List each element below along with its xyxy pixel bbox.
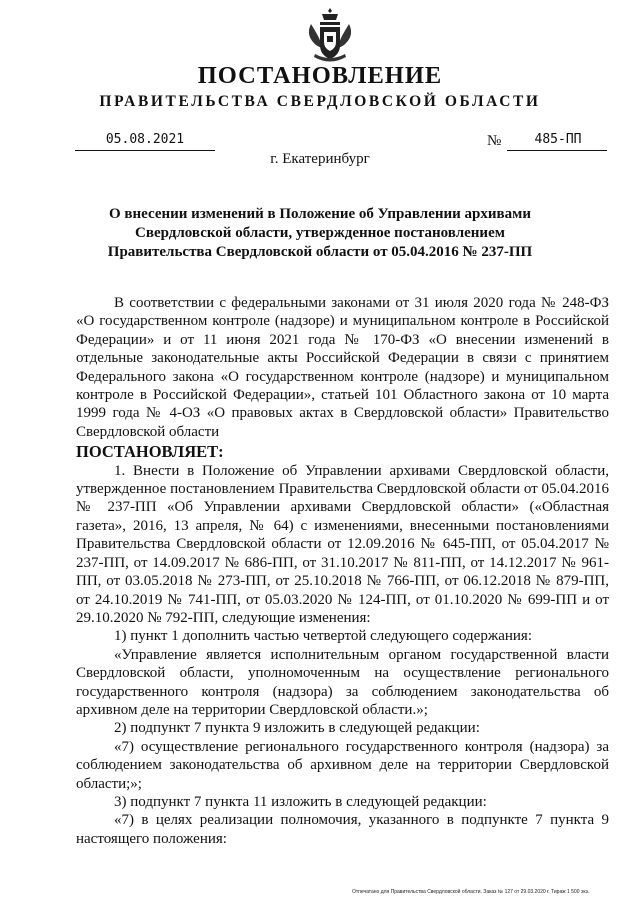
subitem-2-quote: «7) осуществление регионального государственного контроля (надзора) за соблюдением законодательства об архивном деле на территории Свердловской области;»; (76, 738, 609, 792)
subitem-1-paragraph: 1) пункт 1 дополнить частью четвертой следующего содержания: (114, 628, 532, 645)
document-date: 05.08.2021 (105, 132, 185, 147)
subitem-3-quote: «7) в целях реализации полномочия, указанного в подпункте 7 пункта 9 настоящего положения: (76, 812, 609, 847)
number-label: № (487, 133, 502, 149)
city: г. Екатеринбург (270, 151, 370, 167)
decree-label: ПОСТАНОВЛЯЕТ: (76, 442, 224, 462)
subitem-1-quote: «Управление является исполнительным органом государственной власти Свердловской области, уполномоченным на осуществление регионального государственного контроля (надзора) за соблюдением законодательства об архивном деле на территории Свердловской области.»; (76, 646, 609, 718)
document-subtitle: ПРАВИТЕЛЬСТВА СВЕРДЛОВСКОЙ ОБЛАСТИ (99, 93, 541, 110)
document-number: 485-ПП (534, 132, 582, 147)
subitem-3-paragraph: 3) подпункт 7 пункта 11 изложить в следующей редакции: (114, 793, 487, 810)
item-1-paragraph: 1. Внести в Положение об Управлении архивами Свердловской области, утвержденное постановлением Правительства Свердловской области от 05.04.2016 № 237-ПП «Об Управлении архивами Свердловской области» («Областная газета», 2016, 13 апреля, № 64) с изменениями, внесенными постановлениями Правительства Свердловской области от 12.09.2016 № 645-ПП, от 05.04.2017 № 237-ПП, от 14.09.2017 № 686-ПП, от 31.10.2017 № 811-ПП, от 14.12.2017 № 961-ПП, от 03.05.2018 № 273-ПП, от 25.10.2018 № 766-ПП, от 06.12.2018 № 879-ПП, от 24.10.2019 № 741-ПП, от 05.03.2020 № 124-ПП, от 01.10.2020 № 699-ПП и от 29.10.2020 № 792-ПП, следующие изменения: (76, 462, 609, 626)
print-note: Отпечатано для Правительства Свердловской области. Заказ № 127 от 29.03.2020 г. Тираж 1 500 экз. (352, 889, 590, 895)
subitem-2-paragraph: 2) подпункт 7 пункта 9 изложить в следующей редакции: (114, 720, 480, 737)
coat-of-arms-icon (305, 6, 355, 64)
document-heading: О внесении изменений в Положение об Управлении архивами Свердловской области, утвержденное постановлением Правительства Свердловской области от 05.04.2016 № 237-ПП (107, 206, 533, 260)
document-title: ПОСТАНОВЛЕНИЕ (197, 62, 443, 89)
preamble-paragraph: В соответствии с федеральными законами от 31 июля 2020 года № 248-ФЗ «О государственном контроле (надзоре) и муниципальном контроле в Российской Федерации» и от 11 июня 2021 года № 170-ФЗ «О внесении изменений в отдельные законодательные акты Российской Федерации в связи с принятием Федерального закона «О государственном контроле (надзоре) и муниципальном контроле в Российской Федерации», статьей 101 Областного закона от 10 марта 1999 года № 4-ОЗ «О правовых актах в Свердловской области» Правительство Свердловской области (76, 295, 609, 440)
document-body (76, 294, 609, 848)
